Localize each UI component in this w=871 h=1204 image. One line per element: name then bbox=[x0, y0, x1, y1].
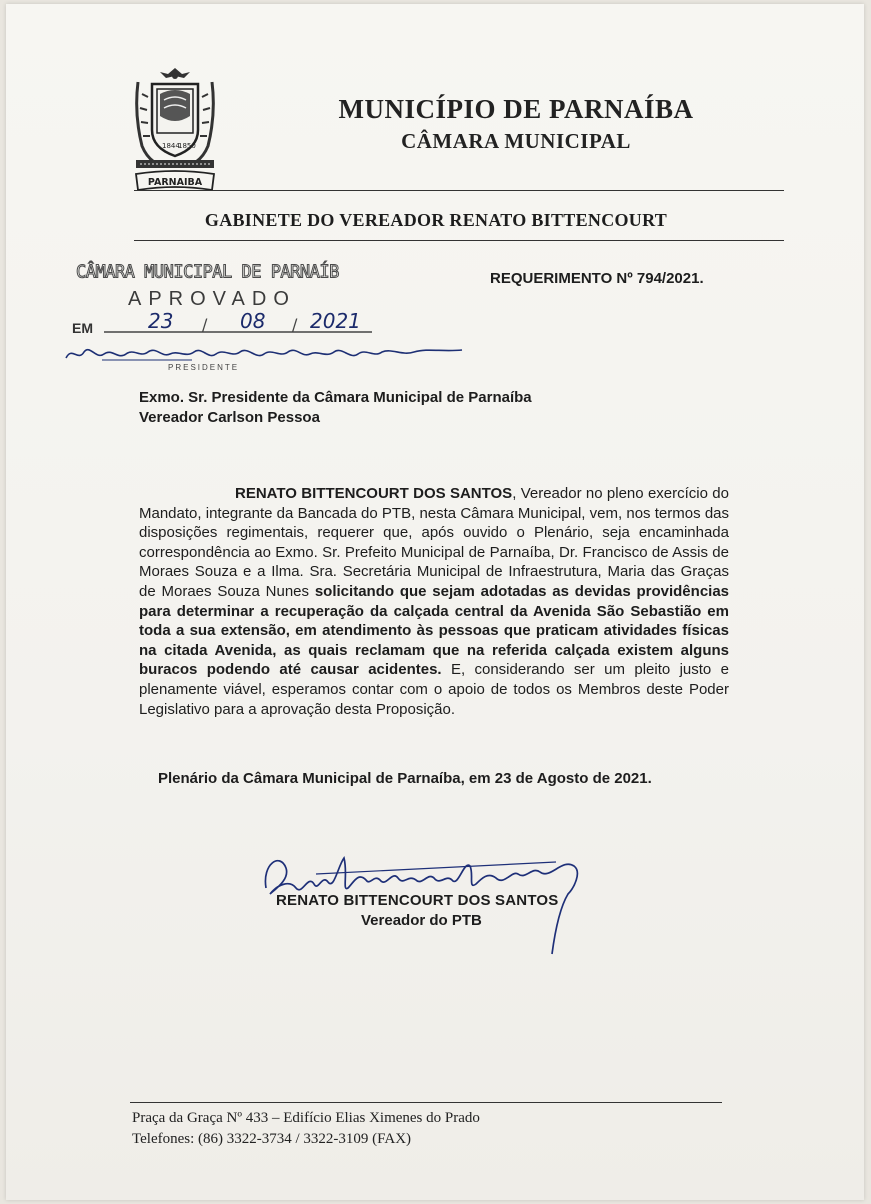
stamp-president-label: PRESIDENTE bbox=[168, 363, 240, 372]
body-request: solicitando que sejam adotadas as devidas providências para determinar a recuperação da calçada central da Avenida São Sebastião em toda a sua extensão, em atendimento às pessoas que praticam atividades físicas na citada Avenida, as quais reclamam que na referida calçada existem alguns buracos podendo até causar acidentes. bbox=[139, 582, 730, 679]
svg-text:1850: 1850 bbox=[178, 142, 196, 150]
closing-line: Plenário da Câmara Municipal de Parnaíba, em 23 de Agosto de 2021. bbox=[158, 770, 652, 787]
header-title bbox=[306, 94, 726, 154]
footer bbox=[132, 1108, 480, 1150]
footer-phones: Telefones: (86) 3322-3734 / 3322-3109 (FAX) bbox=[132, 1131, 412, 1147]
stamp-date-day: 23 bbox=[148, 310, 174, 333]
addressee bbox=[139, 388, 532, 428]
stamp-date-year: 2021 bbox=[310, 310, 361, 333]
municipality-name: MUNICÍPIO DE PARNAÍBA bbox=[338, 94, 694, 124]
stamp-title: CÂMARA MUNICIPAL DE PARNAÍB bbox=[76, 261, 339, 283]
footer-rule bbox=[130, 1102, 722, 1103]
footer-address: Praça da Graça Nº 433 – Edifício Elias Ximenes do Prado bbox=[132, 1110, 480, 1126]
author-name: RENATO BITTENCOURT DOS SANTOS bbox=[235, 485, 513, 502]
office-title: GABINETE DO VEREADOR RENATO BITTENCOURT bbox=[204, 210, 668, 230]
approval-stamp bbox=[68, 260, 488, 380]
chamber-name: CÂMARA MUNICIPAL bbox=[401, 129, 631, 153]
document-page bbox=[6, 4, 864, 1200]
requirement-number: REQUERIMENTO Nº 794/2021. bbox=[490, 270, 704, 287]
signer-role: Vereador do PTB bbox=[361, 912, 482, 929]
president-signature-icon bbox=[62, 340, 472, 366]
addressee-line-1: Exmo. Sr. Presidente da Câmara Municipal de Parnaíba bbox=[139, 389, 532, 406]
crest-banner-text: PARNAIBA bbox=[147, 177, 203, 188]
stamp-date-month: 08 bbox=[240, 310, 266, 333]
office-rule bbox=[134, 240, 784, 241]
stamp-date bbox=[100, 310, 380, 336]
request-body bbox=[139, 484, 729, 719]
stamp-status: APROVADO bbox=[128, 288, 296, 310]
addressee-line-2: Vereador Carlson Pessoa bbox=[139, 409, 320, 426]
svg-text:/: / bbox=[202, 315, 208, 334]
svg-text:1844: 1844 bbox=[162, 142, 180, 150]
signer-name: RENATO BITTENCOURT DOS SANTOS bbox=[276, 892, 559, 909]
stamp-date-prefix: EM bbox=[72, 320, 93, 336]
header-rule bbox=[134, 190, 784, 191]
svg-text:/: / bbox=[292, 315, 298, 334]
body-part-2: E, considerando ser um pleito justo e plenamente viável, esperamos contar com o apoio de todos os Membros deste Poder Legislativo para a aprovação desta Proposição. bbox=[139, 661, 729, 718]
coat-of-arms-icon bbox=[132, 64, 218, 194]
body-part-1: , Vereador no pleno exercício do Mandato, integrante da Bancada do PTB, nesta Câmara Municipal, vem, nos termos das disposições regimentais, requerer que, após ouvido o Plenário, seja encaminhada correspondência ao Exmo. Sr. Prefeito Municipal de Parnaíba, Dr. Francisco de Assis de Moraes Souza e a Ilma. Sra. Secretária Municipal de Infraestrutura, Maria das Graças de Moraes Souza Nunes bbox=[139, 485, 729, 600]
